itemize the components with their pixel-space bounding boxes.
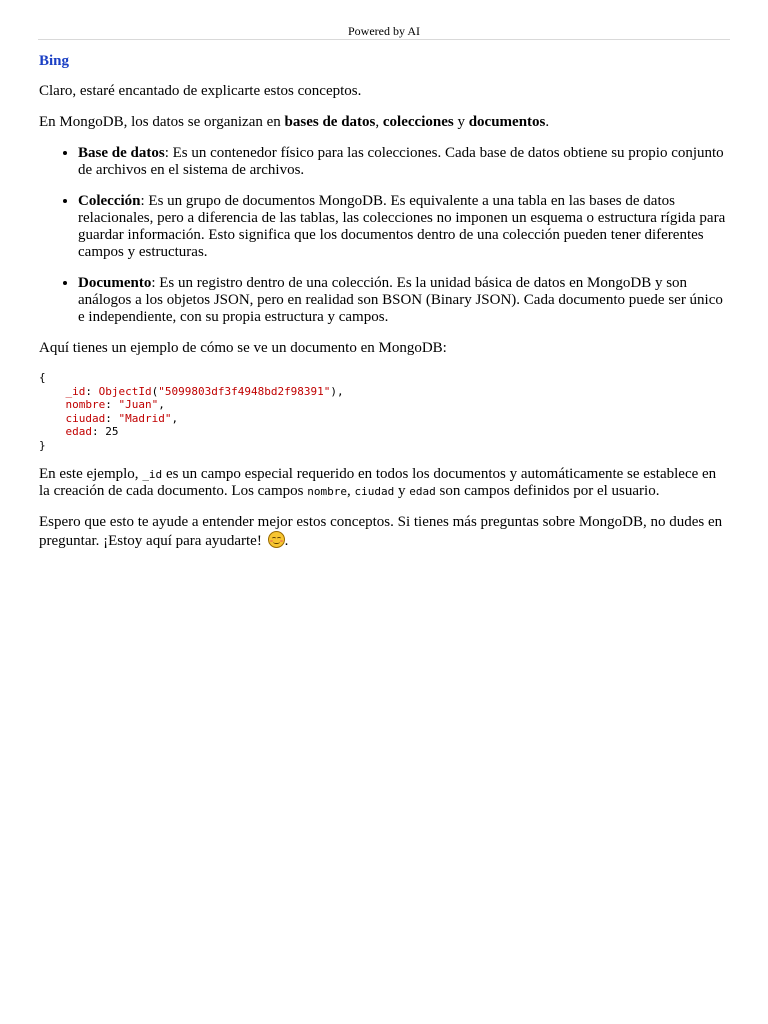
code-key-ciudad: ciudad <box>65 411 106 425</box>
list-item <box>78 193 729 261</box>
closing-text: Espero que esto te ayude a entender mejor estos conceptos. Si tienes más preguntas sobre MongoDB, no dudes en preguntar. ¡Estoy aquí para ayudarte! <box>39 514 723 549</box>
overview-prefix: En MongoDB, los datos se organizan en <box>39 114 285 130</box>
closing-end: . <box>284 533 289 549</box>
explanation-text: son campos definidos por el usuario. <box>435 483 660 499</box>
explanation-text: En este ejemplo, <box>39 466 143 482</box>
term-colecciones: colecciones <box>382 114 454 130</box>
overview-suffix: . <box>545 114 550 130</box>
inline-code-ciudad: ciudad <box>354 485 395 498</box>
list-item-text: : Es un grupo de documentos MongoDB. Es equivalente a una tabla en las bases de datos relacionales, pero a diferencia de las tablas, las colecciones no imponen un esquema o estructura rígida para guardar información. Esto significa que los documentos dentro de una colección pueden tener diferentes campos y estructuras. <box>78 193 726 260</box>
closing-paragraph <box>39 514 729 550</box>
code-val-edad: 25 <box>105 425 119 438</box>
inline-code-nombre: nombre <box>307 485 347 498</box>
explanation-text: , <box>346 483 355 499</box>
intro-paragraph: Claro, estaré encantado de explicarte estos conceptos. <box>39 83 362 99</box>
header-divider <box>38 39 730 40</box>
code-val-ciudad: "Madrid" <box>118 411 172 425</box>
list-item <box>78 275 729 326</box>
overview-sep2: y <box>453 114 469 130</box>
term-documentos: documentos <box>468 114 546 130</box>
term-bases-de-datos: bases de datos <box>284 114 376 130</box>
explanation-paragraph <box>39 466 729 500</box>
code-close-brace: } <box>39 438 46 452</box>
inline-code-id: _id <box>142 468 163 481</box>
code-val-id: "5099803df3f4948bd2f98391" <box>158 384 331 398</box>
explanation-text: y <box>394 483 410 499</box>
code-val-nombre: "Juan" <box>118 398 159 411</box>
inline-code-edad: edad <box>409 485 436 498</box>
example-intro-paragraph: Aquí tienes un ejemplo de cómo se ve un documento en MongoDB: <box>39 340 447 356</box>
code-key-id: _id <box>65 384 86 398</box>
message-content <box>39 53 729 564</box>
overview-paragraph <box>39 114 729 131</box>
list-item-text: : Es un contenedor físico para las colecciones. Cada base de datos obtiene su propio conjunto de archivos en el sistema de archivos. <box>78 145 724 178</box>
code-block: { _id: ObjectId("5099803df3f4948bd2f98391"), nombre: "Juan", ciudad: "Madrid", edad: 25 } <box>39 371 344 452</box>
list-item <box>78 145 729 179</box>
list-item-text: : Es un registro dentro de una colección. Es la unidad básica de datos en MongoDB y son análogos a los objetos JSON, pero en realidad son BSON (Binary JSON). Cada documento puede ser único e independiente, con su propia estructura y campos. <box>78 275 723 325</box>
explanation-text: es un campo especial requerido en todos los documentos y automáticamente se establece en la creación de cada documento. Los campos <box>39 466 717 499</box>
code-open-brace: { <box>39 371 46 384</box>
code-fn-objectid: ObjectId <box>98 384 152 398</box>
code-key-nombre: nombre <box>65 398 106 411</box>
list-item-term: Colección <box>78 193 141 209</box>
code-key-edad: edad <box>65 425 92 438</box>
overview-sep1: , <box>375 114 383 130</box>
list-item-term: Documento <box>78 275 152 291</box>
list-item-term: Base de datos <box>78 145 165 161</box>
smiling-face-icon <box>268 531 285 548</box>
concepts-list <box>39 145 729 326</box>
powered-by-header: Powered by AI <box>348 24 420 38</box>
speaker-name: Bing <box>39 53 70 69</box>
